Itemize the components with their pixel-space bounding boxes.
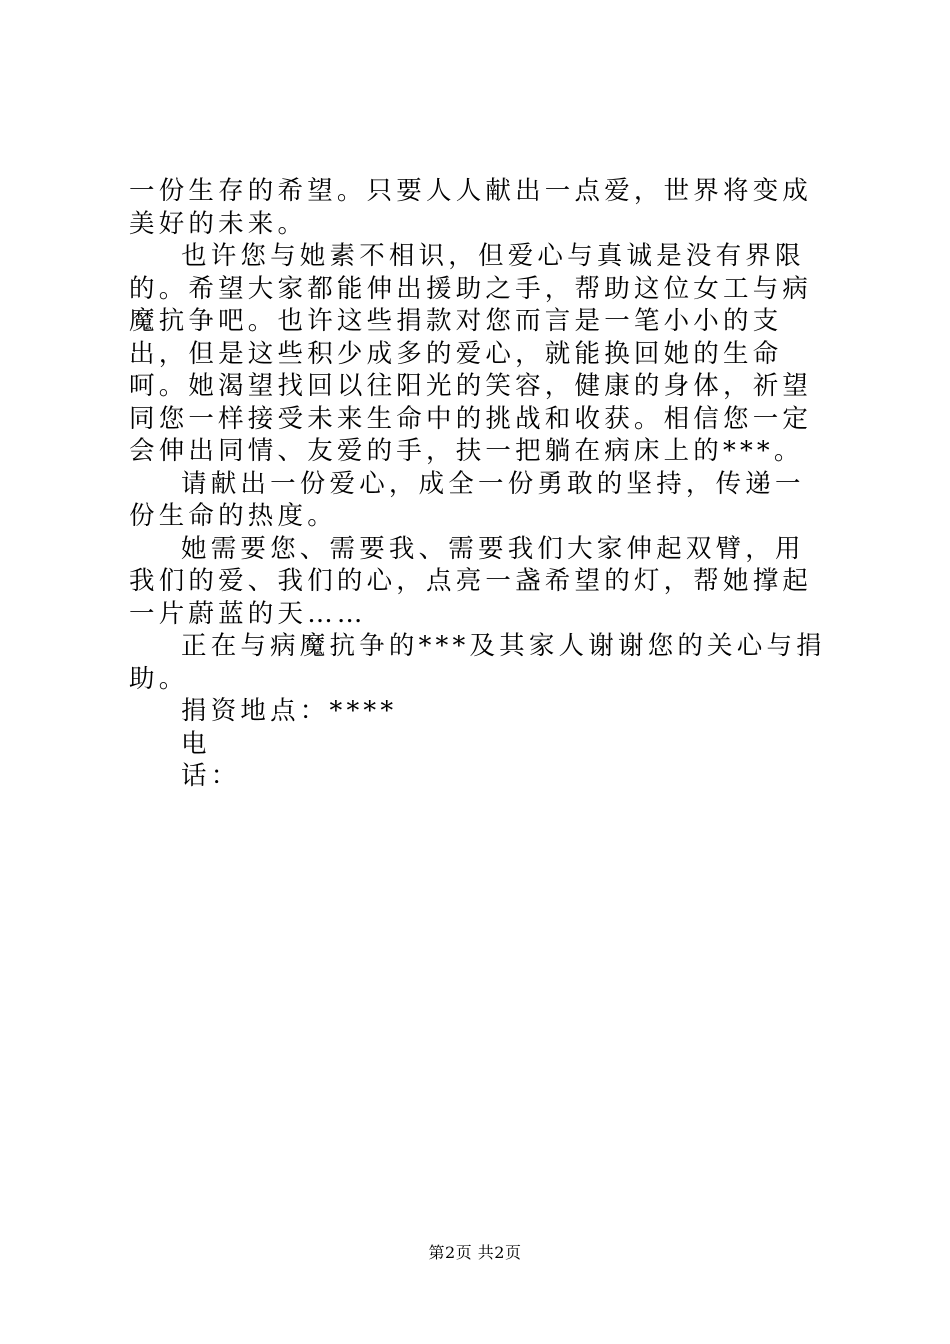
page-number-footer: 第2页 共2页 — [428, 1243, 522, 1262]
document-body — [129, 175, 834, 793]
phone-label-line-1: 电 — [181, 728, 211, 759]
paragraph-5: 正在与病魔抗争的***及其家人谢谢您的关心与捐助。 — [129, 631, 826, 694]
donation-location-line: 捐资地点：**** — [181, 696, 398, 726]
paragraph-2: 也许您与她素不相识，但爱心与真诚是没有界限的。希望大家都能伸出援助之手，帮助这位女工与病魔抗争吧。也许这些捐款对您而言是一笔小小的支出，但是这些积少成多的爱心，就能换回她的生命呵。她渴望找回以往阳光的笑容，健康的身体，祈望同您一样接受未来生命中的挑战和收获。相信您一定会伸出同情、友爱的手，扶一把躺在病床上的***。 — [129, 241, 813, 466]
paragraph-3: 请献出一份爱心，成全一份勇敢的坚持，传递一份生命的热度。 — [129, 468, 805, 531]
phone-label-line-2: 话： — [181, 761, 241, 791]
paragraph-4: 她需要您、需要我、需要我们大家伸起双臂，用我们的爱、我们的心，点亮一盏希望的灯，帮她撑起一片蔚蓝的天…… — [129, 533, 813, 629]
paragraph-1: 一份生存的希望。只要人人献出一点爱，世界将变成美好的未来。 — [129, 176, 813, 239]
